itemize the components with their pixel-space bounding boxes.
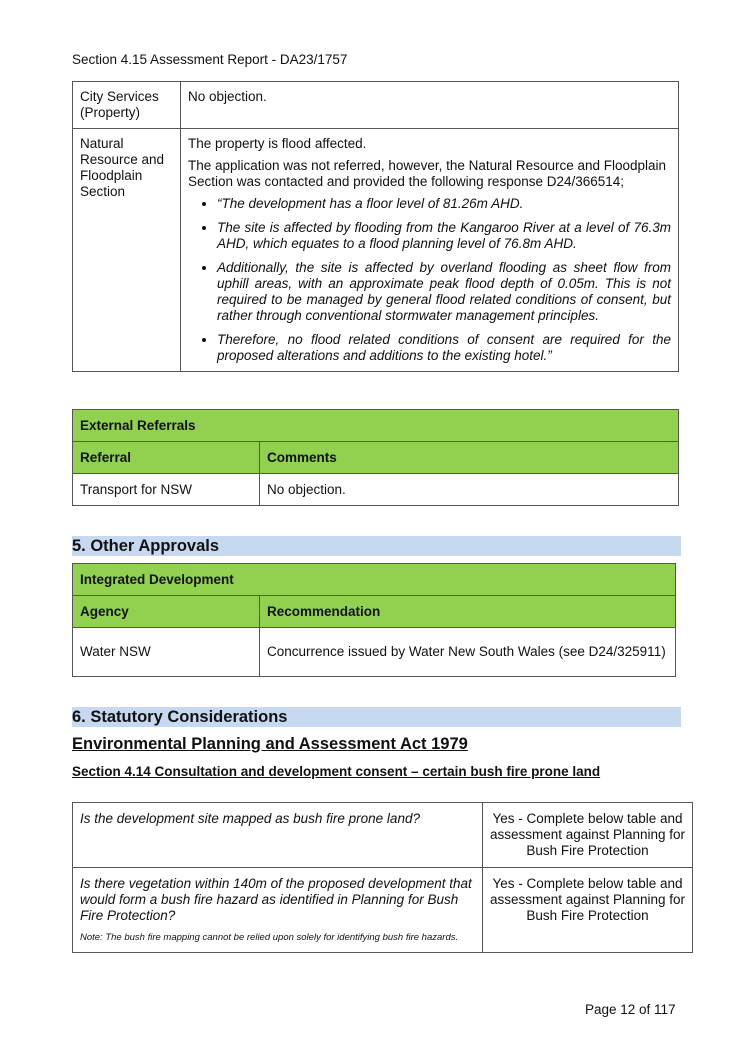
comment-cell <box>181 129 679 372</box>
question-text: Is there vegetation within 140m of the proposed development that would form a bush fire hazard as identified in Planning for Bush Fire Protection? <box>80 876 472 923</box>
external-referrals-table <box>72 409 679 506</box>
comment-intro: The property is flood affected. <box>188 136 367 151</box>
agency-cell: Water NSW <box>73 628 260 677</box>
table-title-row <box>73 564 676 596</box>
referral-cell: Transport for NSW <box>73 474 260 506</box>
list-item: • “The development has a floor level of 81.26m AHD. <box>217 196 671 212</box>
list-item: • Additionally, the site is affected by overland flooding as sheet flow from uphill areas, with an approximate peak flood depth of 0.05m. This is not required to be managed by general flood related conditions of consent, but rather through conventional stormwater management principles. <box>217 260 671 324</box>
question-cell: Is the development site mapped as bush fire prone land? <box>73 803 483 868</box>
section-heading-other-approvals: 5. Other Approvals <box>72 536 681 556</box>
response-list <box>188 196 671 364</box>
column-header-referral: Referral <box>73 442 260 474</box>
comment-detail: The application was not referred, however, the Natural Resource and Floodplain Section was contacted and provided the following response D24/366514; <box>188 158 667 189</box>
integrated-development-table <box>72 563 676 677</box>
question-cell <box>73 868 483 953</box>
table-row <box>73 803 693 868</box>
table-row <box>73 82 679 129</box>
table-row <box>73 628 676 677</box>
table-row <box>73 474 679 506</box>
page-number: Page 12 of 117 <box>585 1002 676 1017</box>
table-title-row <box>73 410 679 442</box>
table-title: Integrated Development <box>73 564 676 596</box>
table-row <box>73 129 679 372</box>
column-header-comments: Comments <box>260 442 679 474</box>
answer-cell: Yes - Complete below table and assessment against Planning for Bush Fire Protection <box>483 803 693 868</box>
referral-cell: Natural Resource and Floodplain Section <box>73 129 181 372</box>
table-header-row <box>73 442 679 474</box>
table-row <box>73 868 693 953</box>
subsection-heading: Section 4.14 Consultation and development consent – certain bush fire prone land <box>72 764 601 779</box>
recommendation-cell: Concurrence issued by Water New South Wales (see D24/325911) <box>260 628 676 677</box>
section-heading-statutory: 6. Statutory Considerations <box>72 707 681 727</box>
comment-cell: No objection. <box>260 474 679 506</box>
table-header-row <box>73 596 676 628</box>
bush-fire-table <box>72 802 693 953</box>
table-title: External Referrals <box>73 410 679 442</box>
act-heading: Environmental Planning and Assessment Act 1979 <box>72 735 468 753</box>
column-header-agency: Agency <box>73 596 260 628</box>
answer-cell: Yes - Complete below table and assessment against Planning for Bush Fire Protection <box>483 868 693 953</box>
internal-referrals-table <box>72 81 679 372</box>
list-item: • Therefore, no flood related conditions of consent are required for the proposed alterations and additions to the existing hotel.” <box>217 332 671 364</box>
column-header-recommendation: Recommendation <box>260 596 676 628</box>
page-header: Section 4.15 Assessment Report - DA23/1757 <box>72 52 348 67</box>
comment-cell: No objection. <box>181 82 679 129</box>
note-text: Note: The bush fire mapping cannot be relied upon solely for identifying bush fire hazards. <box>80 932 459 943</box>
list-item: • The site is affected by flooding from the Kangaroo River at a level of 76.3m AHD, which equates to a flood planning level of 76.8m AHD. <box>217 220 671 252</box>
referral-cell: City Services (Property) <box>73 82 181 129</box>
